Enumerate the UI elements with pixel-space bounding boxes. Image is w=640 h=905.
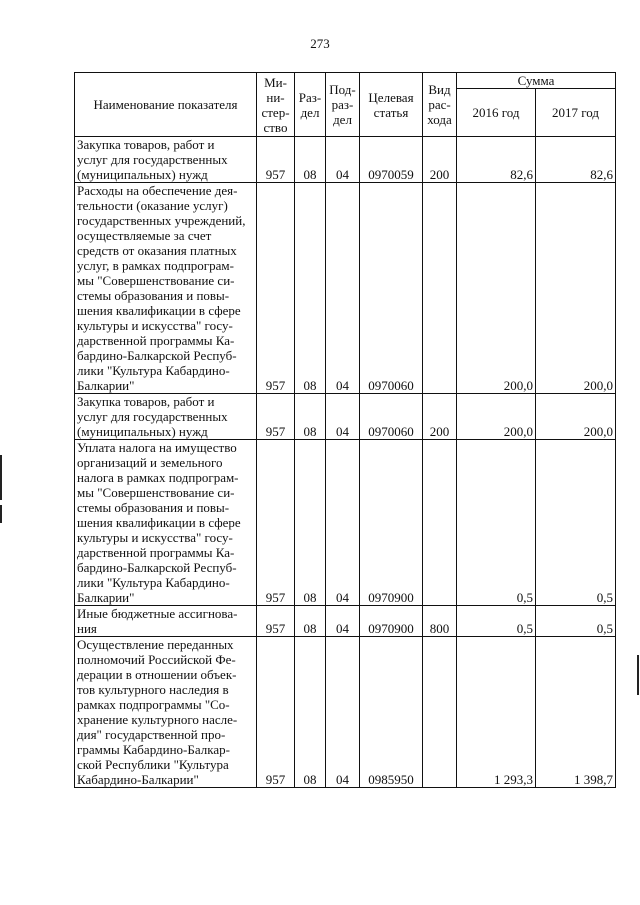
row-expense-type: 200 — [423, 394, 457, 440]
text-line: Кабардино-Балкарии" — [77, 772, 199, 787]
row-year-2017: 0,5 — [536, 606, 616, 637]
row-ministry: 957 — [257, 183, 295, 394]
text-line: дел — [300, 104, 320, 120]
text-line: услуг, в рамках подпрограм- — [77, 258, 234, 273]
row-ministry: 957 — [257, 394, 295, 440]
text-line: шения квалификации в сфере — [77, 515, 241, 530]
row-name — [75, 137, 257, 183]
row-year-2016: 200,0 — [457, 394, 536, 440]
table-row — [75, 137, 616, 183]
row-section: 08 — [295, 394, 326, 440]
text-line: бардино-Балкарской Респуб- — [77, 560, 237, 575]
text-line: раз- — [331, 97, 354, 112]
text-line: Балкарии" — [77, 378, 135, 393]
row-name — [75, 183, 257, 394]
text-line: Расходы на обеспечение дея- — [77, 183, 238, 198]
text-line: шения квалификации в сфере — [77, 303, 241, 318]
row-target: 0970900 — [360, 606, 423, 637]
text-line: дел — [333, 112, 352, 127]
table-row — [75, 394, 616, 440]
text-line: услуг для государственных — [77, 409, 228, 424]
text-line: культуры и искусства" госу- — [77, 530, 233, 545]
row-section: 08 — [295, 606, 326, 637]
row-year-2016: 0,5 — [457, 440, 536, 606]
text-line: Целевая — [368, 89, 414, 105]
text-line: ской Республики "Культура — [77, 757, 229, 772]
text-line: стемы образования и повы- — [77, 500, 230, 515]
row-expense-type: 200 — [423, 137, 457, 183]
text-line: Осуществление переданных — [77, 637, 234, 652]
text-line: лики "Культура Кабардино- — [77, 363, 230, 378]
row-section: 08 — [295, 637, 326, 788]
text-line: государственных учреждений, — [77, 213, 246, 228]
row-year-2017: 82,6 — [536, 137, 616, 183]
text-line: Балкарии" — [77, 590, 135, 605]
page-number: 273 — [310, 36, 330, 51]
row-year-2016: 200,0 — [457, 183, 536, 394]
text-line: (муниципальных) нужд — [77, 167, 208, 182]
text-line: услуг для государственных — [77, 152, 228, 167]
text-line: дерации в отношении объек- — [77, 667, 237, 682]
text-line: хранение культурного насле- — [77, 712, 238, 727]
row-ministry: 957 — [257, 137, 295, 183]
row-ministry: 957 — [257, 440, 295, 606]
text-line: организаций и земельного — [77, 455, 223, 470]
text-line: Закупка товаров, работ и — [77, 394, 215, 409]
header-subsection — [326, 73, 360, 137]
header-target — [360, 73, 423, 137]
header-expense-type — [423, 73, 457, 137]
row-target: 0970060 — [360, 394, 423, 440]
text-line: стер- — [261, 104, 290, 120]
row-name — [75, 606, 257, 637]
text-line: ство — [263, 119, 288, 135]
table-row — [75, 637, 616, 788]
text-line: тельности (оказание услуг) — [77, 198, 228, 213]
text-line: стемы образования и повы- — [77, 288, 230, 303]
row-expense-type: 800 — [423, 606, 457, 637]
text-line: Вид — [428, 82, 451, 97]
text-line: Ми- — [264, 74, 287, 90]
row-year-2016: 0,5 — [457, 606, 536, 637]
text-line: бардино-Балкарской Респуб- — [77, 348, 237, 363]
text-line: статья — [373, 104, 409, 120]
row-section: 08 — [295, 440, 326, 606]
header-ministry — [257, 73, 295, 137]
header-section — [295, 73, 326, 137]
row-section: 08 — [295, 183, 326, 394]
row-expense-type — [423, 440, 457, 606]
budget-table — [74, 72, 616, 788]
table-body — [75, 137, 616, 788]
text-line: культуры и искусства" госу- — [77, 318, 233, 333]
header-sum: Сумма — [457, 73, 616, 89]
text-line: полномочий Российской Фе- — [77, 652, 236, 667]
text-line: граммы Кабардино-Балкар- — [77, 742, 230, 757]
row-subsection: 04 — [326, 137, 360, 183]
text-line: дарственной программы Ка- — [77, 333, 235, 348]
row-year-2017: 200,0 — [536, 394, 616, 440]
row-expense-type — [423, 637, 457, 788]
text-line: налога в рамках подпрограм- — [77, 470, 239, 485]
text-line: рамках подпрограммы "Со- — [77, 697, 230, 712]
table-row — [75, 183, 616, 394]
text-line: (муниципальных) нужд — [77, 424, 208, 439]
row-subsection: 04 — [326, 606, 360, 637]
row-year-2016: 1 293,3 — [457, 637, 536, 788]
text-line: ния — [77, 621, 97, 636]
row-year-2017: 0,5 — [536, 440, 616, 606]
row-target: 0985950 — [360, 637, 423, 788]
row-name — [75, 394, 257, 440]
row-year-2017: 1 398,7 — [536, 637, 616, 788]
row-ministry: 957 — [257, 606, 295, 637]
text-line: Под- — [329, 82, 356, 97]
row-name — [75, 637, 257, 788]
text-line: мы "Совершенствование си- — [77, 485, 235, 500]
header-year-2016: 2016 год — [457, 89, 536, 137]
text-line: Закупка товаров, работ и — [77, 137, 215, 152]
scan-mark-left-2 — [0, 505, 2, 523]
text-line: осуществляемые за счет — [77, 228, 212, 243]
table-row — [75, 606, 616, 637]
table-row — [75, 440, 616, 606]
scan-mark-right — [637, 655, 639, 695]
header-name: Наименование показателя — [75, 73, 257, 137]
row-expense-type — [423, 183, 457, 394]
text-line: хода — [427, 112, 452, 127]
row-target: 0970060 — [360, 183, 423, 394]
row-subsection: 04 — [326, 183, 360, 394]
text-line: Уплата налога на имущество — [77, 440, 237, 455]
text-line: Иные бюджетные ассигнова- — [77, 606, 238, 621]
text-line: ни- — [266, 89, 285, 105]
text-line: дия" государственной про- — [77, 727, 226, 742]
text-line: Раз- — [298, 89, 322, 105]
row-year-2017: 200,0 — [536, 183, 616, 394]
row-subsection: 04 — [326, 394, 360, 440]
row-section: 08 — [295, 137, 326, 183]
text-line: средств от оказания платных — [77, 243, 237, 258]
text-line: лики "Культура Кабардино- — [77, 575, 230, 590]
text-line: рас- — [428, 97, 451, 112]
text-line: дарственной программы Ка- — [77, 545, 235, 560]
text-line: мы "Совершенствование си- — [77, 273, 235, 288]
row-year-2016: 82,6 — [457, 137, 536, 183]
row-subsection: 04 — [326, 637, 360, 788]
row-target: 0970900 — [360, 440, 423, 606]
scan-mark-left-1 — [0, 455, 2, 500]
header-year-2017: 2017 год — [536, 89, 616, 137]
row-ministry: 957 — [257, 637, 295, 788]
row-name — [75, 440, 257, 606]
row-subsection: 04 — [326, 440, 360, 606]
text-line: тов культурного наследия в — [77, 682, 229, 697]
row-target: 0970059 — [360, 137, 423, 183]
